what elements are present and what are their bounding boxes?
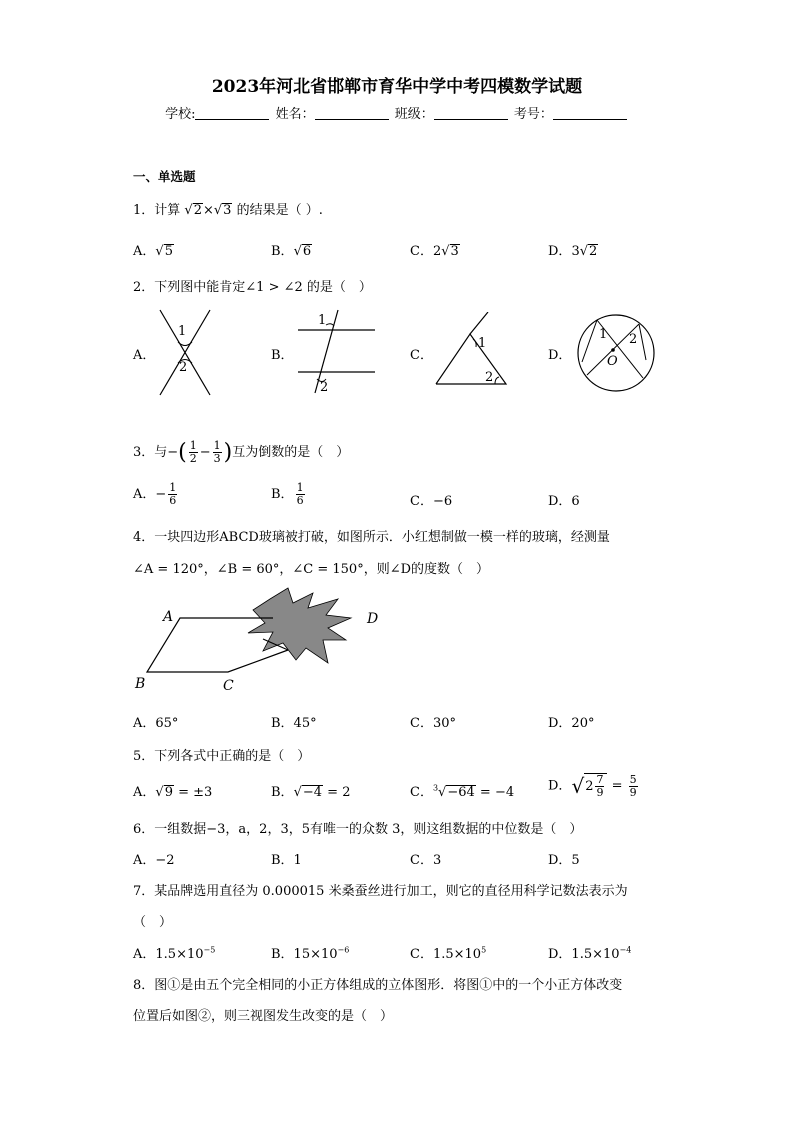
question-5: 5．下列各式中正确的是（ ） bbox=[133, 749, 311, 764]
q3-option-b[interactable]: B． $\frac{1}{6}$ bbox=[271, 481, 304, 507]
q6-option-a[interactable]: A．−2 bbox=[133, 853, 175, 868]
angle-2-label: 2 bbox=[629, 332, 638, 347]
q1-option-b[interactable]: B．√6 bbox=[271, 244, 312, 259]
q6-option-b[interactable]: B．1 bbox=[271, 853, 302, 868]
question-6: 6．一组数据−3，a，2，3，5有唯一的众数 3，则这组数据的中位数是（ ） bbox=[133, 822, 583, 837]
exam-no-blank[interactable] bbox=[553, 106, 627, 120]
q3-option-c[interactable]: C．−6 bbox=[410, 494, 453, 509]
vertex-c-label: C bbox=[223, 678, 234, 694]
angle-1-label: 1 bbox=[599, 327, 608, 342]
question-1: 1．计算 √2×√3 的结果是（ ）. bbox=[133, 203, 323, 218]
q6-option-c[interactable]: C．3 bbox=[410, 853, 442, 868]
q7-option-b[interactable]: B．$15\times 10^{-6}$ bbox=[271, 945, 350, 962]
q2-figure-a bbox=[150, 305, 220, 400]
school-blank[interactable] bbox=[195, 106, 269, 120]
class-label: 班级： bbox=[394, 107, 434, 122]
angle-2-label: 2 bbox=[320, 380, 329, 395]
name-blank[interactable] bbox=[315, 106, 389, 120]
question-8-line-1: 8．图①是由五个完全相同的小正方体组成的立体图形．将图①中的一个小正方体改变 bbox=[133, 978, 623, 993]
q7-option-d[interactable]: D．$1.5\times 10^{-4}$ bbox=[548, 945, 632, 962]
q3-option-a[interactable]: A．− $\frac{1}{6}$ bbox=[133, 481, 177, 507]
question-4-line-1: 4．一块四边形ABCD玻璃被打破，如图所示．小红想制做一模一样的玻璃，经测量 bbox=[133, 530, 610, 545]
school-label: 学校: bbox=[165, 107, 196, 122]
q2-figure-c bbox=[433, 312, 513, 392]
q6-option-d[interactable]: D．5 bbox=[548, 853, 580, 868]
center-o-label: O bbox=[607, 354, 618, 369]
q2-option-d[interactable]: D． bbox=[548, 348, 572, 363]
angle-2-label: 2 bbox=[485, 370, 494, 385]
q5-option-b[interactable]: B．√−4 = 2 bbox=[271, 785, 351, 800]
exam-no-label: 考号： bbox=[513, 107, 553, 122]
vertex-d-label: D bbox=[367, 611, 379, 627]
q2-option-b[interactable]: B． bbox=[271, 348, 294, 363]
q4-option-d[interactable]: D．20° bbox=[548, 716, 595, 731]
question-2: 2．下列图中能肯定∠1 > ∠2 的是（ ） bbox=[133, 280, 372, 295]
question-8-line-2: 位置后如图②，则三视图发生改变的是（ ） bbox=[133, 1009, 394, 1024]
question-7-line-2: （ ） bbox=[133, 915, 173, 930]
q2-option-c[interactable]: C． bbox=[410, 348, 433, 363]
q1-option-d[interactable]: D．3√2 bbox=[548, 244, 598, 259]
shatter-shape bbox=[248, 588, 351, 663]
q5-option-d[interactable]: D．√2 $\frac{7}{9}$ = $\frac{5}{9}$ bbox=[548, 772, 637, 799]
vertex-b-label: B bbox=[135, 676, 146, 692]
q2-figure-b bbox=[293, 305, 378, 400]
q4-option-b[interactable]: B．45° bbox=[271, 716, 317, 731]
name-label: 姓名： bbox=[275, 107, 315, 122]
angle-2-label: 2 bbox=[179, 360, 188, 375]
section-heading: 一、单选题 bbox=[133, 169, 196, 184]
question-4-line-2: ∠A = 120°，∠B = 60°，∠C = 150°，则∠D的度数（ ） bbox=[133, 562, 490, 577]
question-7-line-1: 7．某品牌选用直径为 0.000015 米桑蚕丝进行加工，则它的直径用科学记数法表示为 bbox=[133, 884, 628, 899]
q4-option-a[interactable]: A．65° bbox=[133, 716, 179, 731]
q5-option-a[interactable]: A．√9 = ±3 bbox=[133, 785, 213, 800]
page-title: 2023年河北省邯郸市育华中学中考四模数学试题 bbox=[211, 77, 583, 97]
q2-option-a[interactable]: A． bbox=[133, 348, 156, 363]
angle-1-label: 1 bbox=[478, 336, 487, 351]
class-blank[interactable] bbox=[434, 106, 508, 120]
q4-option-c[interactable]: C．30° bbox=[410, 716, 456, 731]
q4-figure bbox=[133, 585, 393, 695]
q2-figure-d bbox=[573, 310, 659, 396]
angle-1-label: 1 bbox=[318, 313, 327, 328]
q1-option-a[interactable]: A．√5 bbox=[133, 244, 173, 259]
q7-option-c[interactable]: C．$1.5\times 10^5$ bbox=[410, 945, 487, 962]
q3-option-d[interactable]: D．6 bbox=[548, 494, 580, 509]
student-info bbox=[0, 103, 794, 122]
q1-option-c[interactable]: C．2√3 bbox=[410, 244, 459, 259]
vertex-a-label: A bbox=[163, 609, 174, 625]
q7-option-a[interactable]: A．$1.5\times 10^{-5}$ bbox=[133, 945, 216, 962]
angle-1-label: 1 bbox=[178, 324, 187, 339]
question-3: 3．与−( $\frac{1}{2}$ − $\frac{1}{3}$ )互为倒数的是（ ） bbox=[133, 439, 350, 465]
q5-option-c[interactable]: C．$^3$√−64 = −4 bbox=[410, 783, 515, 800]
